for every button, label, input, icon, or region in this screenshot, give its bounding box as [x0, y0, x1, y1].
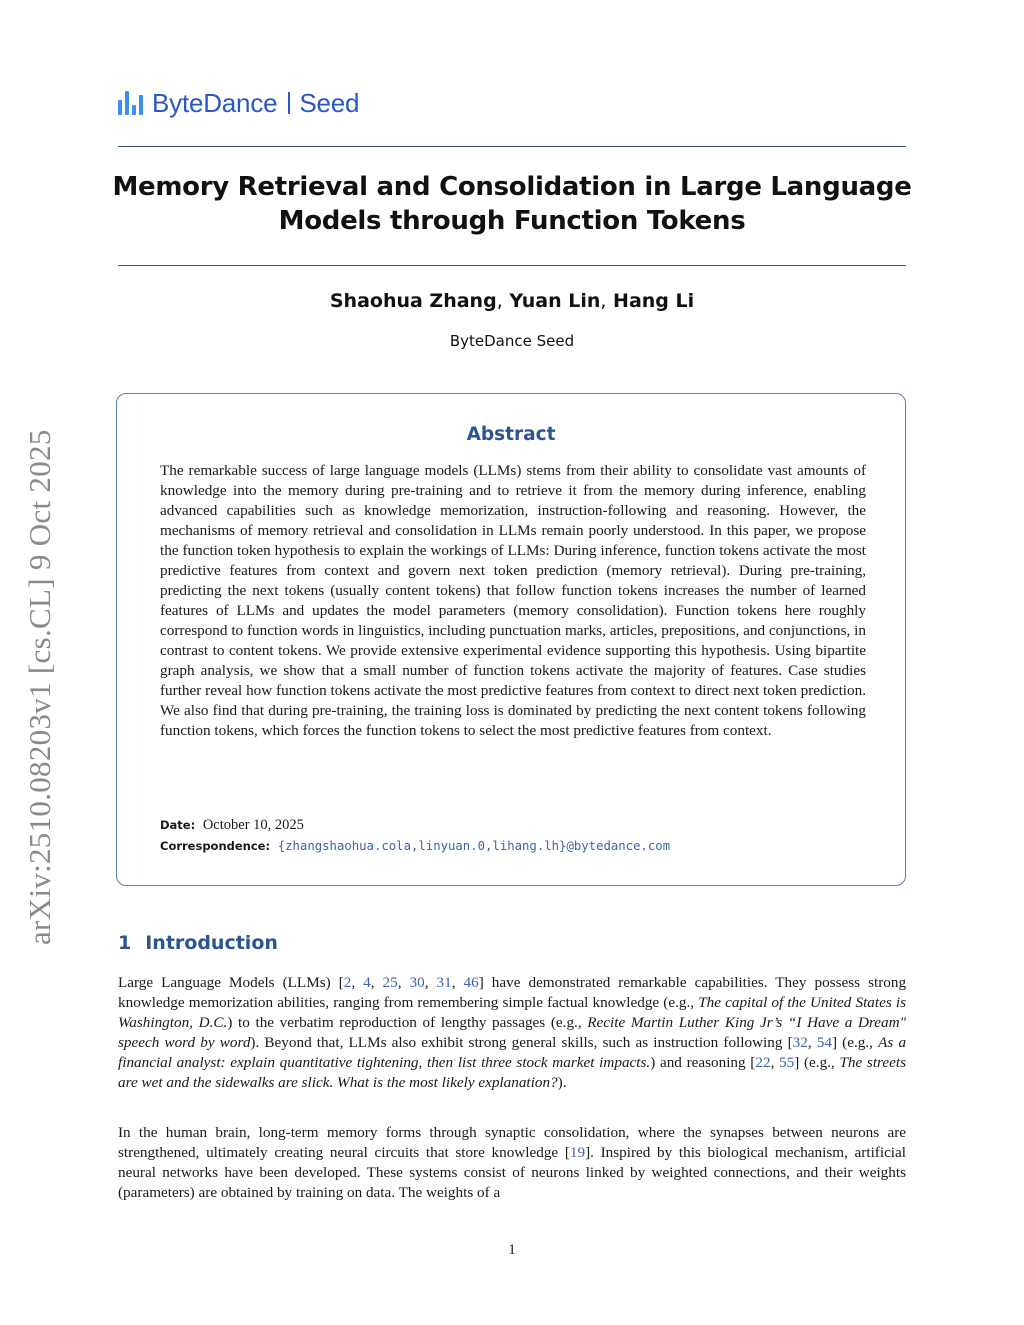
affiliation: ByteDance Seed [449, 332, 575, 350]
citation-link[interactable]: 32 [792, 1034, 808, 1051]
citation-link[interactable]: 4 [363, 974, 371, 991]
logo-sub: Seed [299, 87, 360, 118]
example-text: As a financial analyst: explain quantitative tightening, then list three stock market impacts. [118, 1034, 907, 1071]
bytedance-seed-logo [118, 88, 359, 118]
citation-link[interactable]: 46 [463, 974, 479, 991]
paper-title: Memory Retrieval and Consolidation in Large Language Models through Function Tokens [112, 172, 912, 236]
page-number: 1 [508, 1242, 516, 1258]
logo-brand: ByteDance [152, 87, 278, 118]
abstract-box [116, 393, 906, 886]
author-name: Hang Li [613, 290, 695, 312]
correspondence-line [160, 838, 670, 855]
title-bottom-rule [118, 265, 906, 266]
date-line [160, 817, 304, 834]
author-name: Yuan Lin [509, 290, 601, 312]
author-name: Shaohua Zhang [329, 290, 497, 312]
citation-link[interactable]: 2 [343, 974, 352, 991]
abstract-body: The remarkable success of large language models (LLMs) stems from their ability to consolidate vast amounts of knowledge into the memory during pre-training and to retrieve it from the memory during inference, enabling advanced capabilities such as knowledge memorization, instruction-following and reasoning. However, the mechanisms of memory retrieval and consolidation in LLMs remain poorly understood. In this paper, we propose the function token hypothesis to explain the workings of LLMs: During inference, function tokens activate the most predictive features from context and govern next token prediction (memory retrieval). During pre-training, predicting the next tokens (usually content tokens) that follow function tokens increases the number of learned features of LLMs and updates the model parameters (memory consolidation). Function tokens here roughly correspond to function words in linguistics, including punctuation marks, articles, prepositions, and conjunctions, in contrast to content tokens. We provide extensive experimental evidence supporting this hypothesis. Using bipartite graph analysis, we show that a small number of function tokens activate the majority of features. Case studies further reveal how function tokens activate the most predictive features from context to direct next token prediction. We also find that during pre-training, the training loss is dominated by predicting the next content tokens following function tokens, which forces the function tokens to select the most predictive features from context. [160, 462, 866, 739]
citation-link[interactable]: 54 [816, 1034, 832, 1051]
date-label: Date: [160, 818, 196, 832]
citation-link[interactable]: 55 [779, 1054, 795, 1071]
title-top-rule [118, 146, 906, 147]
citation-link[interactable]: 31 [436, 974, 452, 991]
correspondence-email-link[interactable]: {zhangshaohua.cola,linyuan.0,lihang.lh}@bytedance.com [277, 839, 671, 853]
example-text: The streets are wet and the sidewalks are slick. What is the most likely explanation? [118, 1054, 907, 1091]
arxiv-identifier: arXiv:2510.08203v1 [cs.CL] 9 Oct 2025 [22, 429, 57, 945]
intro-paragraph-1: Large Language Models (LLMs) [2, 4, 25, 30, 31, 46] have demonstrated remarkable capabilities. They possess strong knowledge memorization abilities, ranging from remembering simple factual knowledge (e.g., The capital of the United States is Washington, D.C.) to the verbatim reproduction of lengthy passages (e.g., Recite Martin Luther King Jr’s “I Have a Dream" speech word by word). Beyond that, LLMs also exhibit strong general skills, such as instruction following [32, 54] (e.g., As a financial analyst: explain quantitative tightening, then list three stock market impacts.) and reasoning [22, 55] (e.g., The streets are wet and the sidewalks are slick. What is the most likely explanation?). [118, 974, 907, 1091]
example-text: Recite Martin Luther King Jr’s “I Have a Dream" speech word by word [118, 1014, 906, 1051]
bytedance-logo-icon [118, 91, 143, 115]
section-number: 1 [118, 932, 132, 954]
date-value: October 10, 2025 [202, 817, 304, 833]
section-heading-introduction [118, 932, 278, 954]
correspondence-label: Correspondence: [160, 839, 271, 853]
citation-link[interactable]: 25 [382, 974, 398, 991]
abstract-heading: Abstract [466, 424, 556, 445]
author-list: Shaohua Zhang, Yuan Lin, Hang Li [329, 290, 695, 312]
citation-link[interactable]: 19 [569, 1144, 586, 1161]
example-text: The capital of the United States is Washington, D.C. [118, 994, 907, 1031]
intro-paragraph-2: In the human brain, long-term memory forms through synaptic consolidation, where the synapses between neurons are strengthened, ultimately creating neural circuits that store knowledge [19]. Inspired by this biological mechanism, artificial neural networks have been developed. These systems consist of neurons linked by weighted connections, and their weights (parameters) are obtained by training on data. The weights of a [118, 1124, 906, 1201]
section-title: Introduction [145, 932, 278, 954]
citation-link[interactable]: 30 [409, 974, 425, 991]
citation-link[interactable]: 22 [755, 1054, 771, 1071]
logo-divider [288, 92, 290, 114]
